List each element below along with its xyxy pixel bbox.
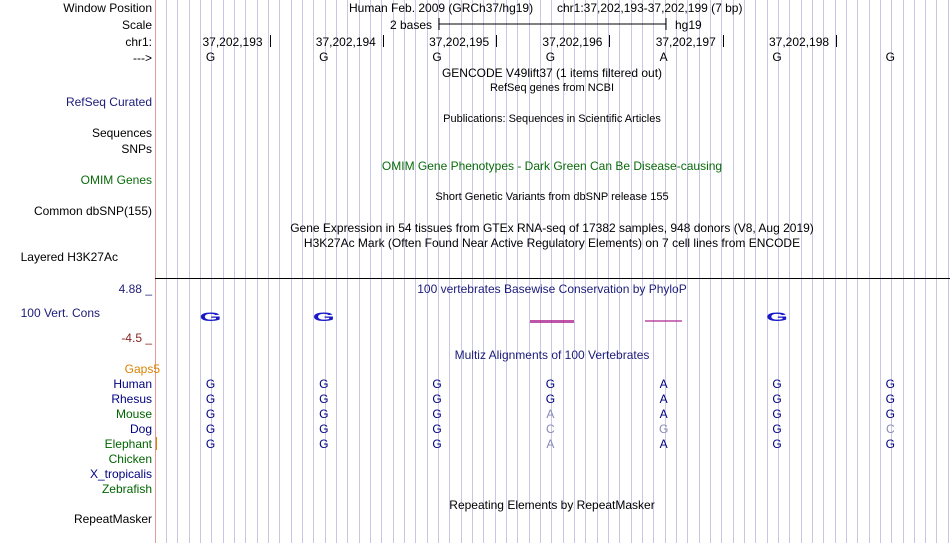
alignment-base: A [546,437,555,451]
position-title: chr1:37,202,193-37,202,199 (7 bp) [557,1,743,15]
assembly-title: Human Feb. 2009 (GRCh37/hg19) [349,1,534,15]
ruler-position-label: 37,202,198 [769,35,830,49]
scale-bar-db: hg19 [675,18,702,32]
common-dbsnp-label[interactable]: Common dbSNP(155) [33,204,152,218]
grid-line [631,0,632,543]
alignment-base: G [772,392,782,406]
ruler-tick [723,35,724,47]
conservation-logo-letter: G [312,310,335,324]
alignment-base: G [205,407,216,421]
alignment-base: G [432,437,442,451]
grid-line [257,0,258,543]
grid-line [483,0,484,543]
grid-line [699,0,700,543]
alignment-base: C [885,422,895,436]
alignment-base: C [546,422,555,436]
alignment-base: G [319,437,329,451]
alignment-base: G [772,407,782,421]
grid-line [755,0,756,543]
grid-line [665,0,666,543]
scale-bar-text: 2 bases [390,18,433,32]
phylop-track-desc: 100 vertebrates Basewise Conservation by PhyloP [417,282,687,296]
dbsnp-track-desc: Short Genetic Variants from dbSNP release 155 [435,191,669,203]
publications-track-desc: Publications: Sequences in Scientific Articles [443,113,661,125]
species-label[interactable]: Mouse [115,407,152,421]
repeatmasker-track-desc: Repeating Elements by RepeatMasker [449,498,655,512]
species-label[interactable]: Chicken [108,452,152,466]
snps-label[interactable]: SNPs [121,142,152,156]
grid-line [925,0,926,543]
gap-marker [156,437,157,450]
layered-h3k27ac-label[interactable]: Layered H3K27Ac [20,250,118,264]
grid-line [291,0,292,543]
alignment-base: G [432,392,442,406]
grid-line [676,0,677,543]
species-label[interactable]: X_tropicalis [89,467,152,481]
alignment-base: G [772,377,782,391]
grid-line [245,0,246,543]
ruler-position-label: 37,202,195 [429,35,490,49]
omim-phenotypes-desc: OMIM Gene Phenotypes - Dark Green Can Be Disease-causing [381,159,723,173]
gencode-track-title[interactable]: GENCODE V49lift37 (1 items filtered out) [441,66,663,80]
grid-line [789,0,790,543]
alignment-base: G [545,377,556,391]
alignment-base: G [772,437,782,451]
grid-line [268,0,269,543]
grid-line [223,0,224,543]
refseq-track-desc: RefSeq genes from NCBI [489,82,615,94]
grid-line [642,0,643,543]
grid-line [812,0,813,543]
alignment-base: G [432,422,442,436]
alignment-base: A [659,407,668,421]
reference-base: G [545,50,556,64]
grid-line [835,0,836,543]
alignment-base: G [545,392,556,406]
window-position-label: Window Position [63,1,152,15]
grid-line [415,0,416,543]
reference-base: G [205,50,216,64]
grid-line [313,0,314,543]
grid-line [857,0,858,543]
grid-line [438,0,439,543]
grid-line [710,0,711,543]
species-label[interactable]: Zebrafish [101,482,152,496]
grid-line [472,0,473,543]
cons-max-label: 4.88 _ [118,282,152,296]
grid-line [687,0,688,543]
grid-line [347,0,348,543]
alignment-base: G [319,407,329,421]
ruler-tick [496,35,497,47]
grid-line [381,0,382,543]
grid-line [801,0,802,543]
species-label[interactable]: Dog [129,422,152,436]
image-left-border [155,0,156,543]
grid-line [234,0,235,543]
grid-line [393,0,394,543]
grid-line [914,0,915,543]
alignment-base: G [319,422,329,436]
reference-base: G [772,50,782,64]
alignment-base: G [885,437,895,451]
alignment-base: G [205,422,216,436]
h3k27ac-track-desc: H3K27Ac Mark (Often Found Near Active Regulatory Elements) on 7 cell lines from ENCODE [303,236,801,250]
ruler-position-label: 37,202,193 [202,35,263,49]
grid-line [744,0,745,543]
grid-line [211,0,212,543]
grid-line [936,0,937,543]
species-label[interactable]: Human [113,377,152,391]
alignment-base: G [885,392,895,406]
grid-line [733,0,734,543]
negative-conservation-mark [645,320,682,322]
alignment-base: G [885,407,895,421]
alignment-base: G [432,407,442,421]
reference-base: G [885,50,895,64]
grid-line [302,0,303,543]
alignment-base: G [659,422,669,436]
alignment-base: G [885,377,895,391]
scale-bar [438,17,668,31]
ruler-position-label: 37,202,194 [315,35,376,49]
conservation-logo-letter: G [766,310,788,324]
grid-line [903,0,904,543]
alignment-base: G [319,377,329,391]
ruler-tick [383,35,384,47]
grid-line [370,0,371,543]
ruler-position-label: 37,202,196 [542,35,603,49]
grid-line [869,0,870,543]
grid-line [891,0,892,543]
sequences-label[interactable]: Sequences [91,126,152,140]
alignment-base: G [432,377,442,391]
reference-base: G [432,50,442,64]
ruler-tick [270,35,271,47]
grid-line [359,0,360,543]
grid-line [166,0,167,543]
grid-line [823,0,824,543]
ruler-tick [836,35,837,47]
gtex-track-desc: Gene Expression in 54 tissues from GTEx RNA-seq of 17382 samples, 948 donors (V8, Aug 2019) [290,221,814,235]
grid-line [619,0,620,543]
alignment-base: A [659,392,668,406]
alignment-base: A [659,437,668,451]
species-label[interactable]: Rhesus [111,392,152,406]
alignment-base: G [772,422,782,436]
grid-line [279,0,280,543]
grid-line [427,0,428,543]
alignment-base: G [319,392,329,406]
grid-line [325,0,326,543]
grid-line [189,0,190,543]
grid-line [200,0,201,543]
grid-line [177,0,178,543]
ruler-position-label: 37,202,197 [655,35,716,49]
alignment-base: G [205,437,216,451]
grid-line [767,0,768,543]
cons-min-label: -4.5 _ [121,331,152,345]
strand-arrow-label[interactable]: ---> [133,51,152,65]
vert-cons-label[interactable]: 100 Vert. Cons [20,306,100,320]
grid-line [461,0,462,543]
alignment-base: A [546,407,555,421]
grid-line [404,0,405,543]
reference-base: G [319,50,329,64]
grid-line [880,0,881,543]
reference-base: A [659,50,668,64]
alignment-base: G [205,392,216,406]
alignment-base: G [205,377,216,391]
h3k27ac-baseline [155,278,950,279]
omim-genes-label[interactable]: OMIM Genes [80,173,152,187]
grid-line [948,0,949,543]
species-label[interactable]: Elephant [104,437,152,451]
multiz-track-desc: Multiz Alignments of 100 Vertebrates [454,348,650,362]
negative-conservation-mark [530,320,574,323]
chrom-label: chr1: [125,35,152,49]
alignment-base: A [659,377,668,391]
grid-line [336,0,337,543]
gaps-label[interactable]: Gaps5 [124,362,160,376]
ruler-tick [609,35,610,47]
refseq-curated-label[interactable]: RefSeq Curated [65,95,152,109]
grid-line [449,0,450,543]
conservation-logo-letter: G [199,310,222,324]
scale-label: Scale [121,18,152,32]
grid-line [846,0,847,543]
repeatmasker-label[interactable]: RepeatMasker [73,512,152,526]
grid-line [778,0,779,543]
grid-line [653,0,654,543]
grid-line [721,0,722,543]
